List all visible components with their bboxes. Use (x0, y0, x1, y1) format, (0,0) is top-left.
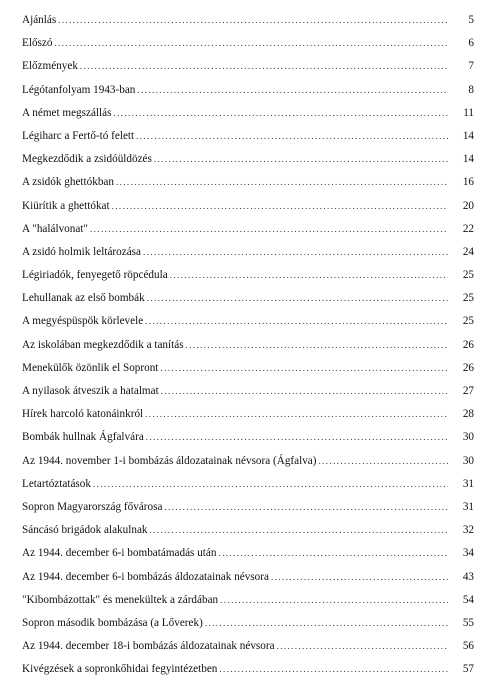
toc-entry-title: Az 1944. december 6-i bombatámadás után (22, 547, 217, 560)
toc-entry-title: A zsidó holmik leltározása (22, 245, 141, 258)
toc-leader-dots (218, 542, 448, 565)
toc-entry-page: 24 (462, 245, 474, 258)
toc-leader-dots (147, 287, 448, 310)
toc-entry (22, 310, 474, 333)
toc-leader-dots (145, 310, 448, 333)
table-of-contents (22, 9, 474, 681)
toc-leader-dots (143, 241, 448, 264)
toc-leader-dots (54, 32, 448, 55)
toc-entry-title: Megkezdődik a zsidóüldözés (22, 153, 152, 166)
toc-entry (22, 148, 474, 171)
toc-leader-dots (271, 566, 448, 589)
toc-entry-title: Légiharc a Fertő-tó felett (22, 129, 135, 142)
toc-leader-dots (277, 635, 448, 658)
toc-entry-page: 26 (462, 338, 474, 351)
toc-leader-dots (116, 171, 448, 194)
toc-entry-page: 56 (462, 640, 474, 653)
toc-entry-page: 14 (462, 153, 474, 166)
toc-entry-page: 8 (468, 83, 474, 96)
toc-entry (22, 9, 474, 32)
toc-leader-dots (186, 334, 448, 357)
toc-leader-dots (220, 589, 448, 612)
toc-entry-title: Kiürítik a ghettókat (22, 199, 110, 212)
toc-entry-page: 34 (462, 547, 474, 560)
toc-entry-page: 57 (462, 663, 474, 676)
toc-entry-title: Kivégzések a sopronkőhidai fegyintézetben (22, 663, 218, 676)
toc-entry-title: Letartóztatások (22, 477, 91, 490)
toc-entry (22, 102, 474, 125)
toc-entry (22, 125, 474, 148)
toc-leader-dots (90, 218, 448, 241)
toc-entry (22, 426, 474, 449)
toc-entry-title: Légiriadók, fenyegető röpcédula (22, 269, 168, 282)
toc-entry-title: A német megszállás (22, 106, 112, 119)
toc-entry (22, 264, 474, 287)
toc-leader-dots (136, 125, 448, 148)
toc-leader-dots (160, 357, 448, 380)
toc-entry (22, 542, 474, 565)
toc-entry (22, 612, 474, 635)
toc-entry-page: 25 (462, 292, 474, 305)
toc-entry-page: 31 (462, 477, 474, 490)
toc-entry-page: 43 (462, 570, 474, 583)
toc-entry (22, 473, 474, 496)
toc-leader-dots (219, 658, 448, 681)
toc-entry-title: Sopron második bombázása (a Lőverek) (22, 616, 203, 629)
toc-entry-page: 25 (462, 269, 474, 282)
toc-entry-title: "Kibombázottak" és menekültek a zárdában (22, 593, 219, 606)
toc-entry-title: A "halálvonat" (22, 222, 88, 235)
toc-entry-page: 26 (462, 361, 474, 374)
toc-entry-page: 16 (462, 176, 474, 189)
toc-entry-page: 31 (462, 500, 474, 513)
toc-leader-dots (150, 519, 448, 542)
toc-entry-page: 14 (462, 129, 474, 142)
toc-leader-dots (137, 79, 448, 102)
toc-entry (22, 658, 474, 681)
toc-entry (22, 241, 474, 264)
toc-leader-dots (161, 380, 448, 403)
toc-leader-dots (154, 148, 448, 171)
toc-entry-title: Ajánlás (22, 14, 57, 26)
toc-entry-title: Az 1944. december 18-i bombázás áldozatainak névsora (22, 640, 275, 653)
toc-entry-title: Az 1944. december 6-i bombázás áldozatainak névsora (22, 570, 269, 583)
toc-entry-page: 28 (462, 408, 474, 421)
toc-entry-title: Sopron Magyarország fővárosa (22, 500, 163, 513)
toc-entry (22, 195, 474, 218)
toc-leader-dots (113, 102, 448, 125)
toc-entry (22, 519, 474, 542)
toc-entry-page: 27 (462, 385, 474, 397)
toc-leader-dots (170, 264, 448, 287)
toc-entry (22, 357, 474, 380)
toc-entry-page: 30 (462, 431, 474, 444)
toc-entry (22, 218, 474, 241)
toc-entry-page: 22 (462, 222, 474, 235)
toc-entry-title: A megyéspüspök körlevele (22, 315, 144, 328)
toc-entry (22, 55, 474, 78)
toc-entry-title: Menekülők özönlik el Sopront (22, 361, 159, 374)
toc-entry-title: Az 1944. november 1-i bombázás áldozatainak névsora (Ágfalva) (22, 454, 317, 467)
toc-entry-page: 20 (462, 199, 474, 212)
toc-entry-title: Lehullanak az első bombák (22, 292, 145, 305)
toc-entry (22, 566, 474, 589)
toc-entry (22, 450, 474, 473)
toc-entry-title: Sáncásó brigádok alakulnak (22, 524, 148, 537)
toc-entry-title: Légótanfolyam 1943-ban (22, 83, 136, 96)
toc-entry-title: Előzmények (22, 60, 78, 73)
toc-entry-page: 54 (462, 593, 474, 606)
toc-entry (22, 589, 474, 612)
toc-entry-title: Az iskolában megkezdődik a tanítás (22, 338, 184, 351)
toc-entry-page: 25 (462, 315, 474, 328)
toc-entry (22, 403, 474, 426)
toc-entry-page: 11 (463, 106, 474, 119)
toc-leader-dots (145, 403, 448, 426)
toc-entry (22, 380, 474, 403)
toc-entry-title: Bombák hullnak Ágfalvára (22, 431, 144, 444)
toc-leader-dots (112, 195, 448, 218)
toc-leader-dots (146, 426, 448, 449)
toc-entry (22, 635, 474, 658)
toc-entry-page: 30 (462, 454, 474, 467)
toc-entry (22, 287, 474, 310)
toc-leader-dots (319, 450, 449, 473)
toc-leader-dots (205, 612, 448, 635)
toc-leader-dots (58, 9, 448, 32)
toc-leader-dots (164, 496, 448, 519)
toc-entry-title: Előszó (22, 37, 53, 50)
toc-entry (22, 496, 474, 519)
toc-leader-dots (80, 55, 448, 78)
toc-entry (22, 171, 474, 194)
toc-entry (22, 334, 474, 357)
toc-entry-page: 7 (468, 60, 474, 73)
toc-entry-title: Hírek harcoló katonáinkról (22, 408, 144, 421)
toc-entry-title: A zsidók ghettókban (22, 176, 114, 189)
toc-leader-dots (93, 473, 448, 496)
toc-entry-page: 32 (462, 524, 474, 537)
toc-entry-page: 6 (468, 37, 474, 50)
toc-entry-page: 5 (468, 14, 474, 26)
toc-entry (22, 79, 474, 102)
toc-entry-title: A nyilasok átveszik a hatalmat (22, 385, 159, 397)
toc-entry (22, 32, 474, 55)
toc-entry-page: 55 (462, 616, 474, 629)
